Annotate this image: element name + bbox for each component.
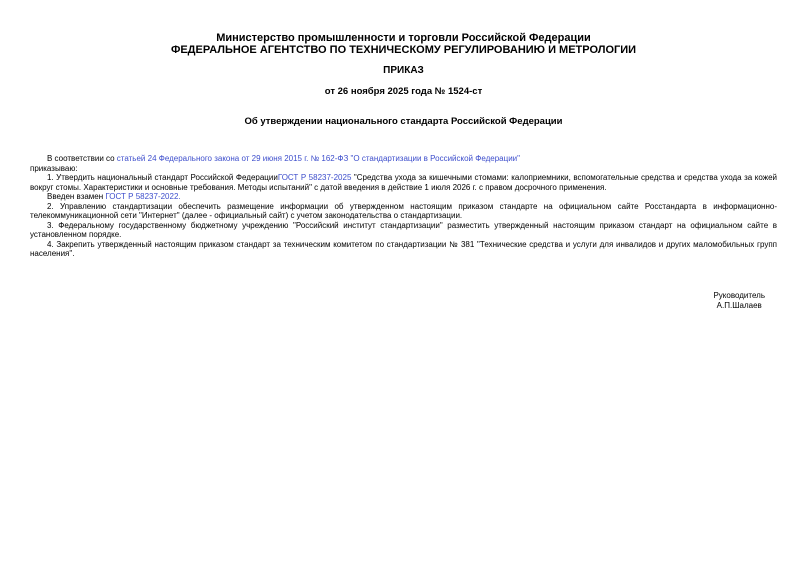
signer-role: Руководитель	[713, 290, 765, 300]
document-body	[30, 154, 777, 259]
item1-text: 1. Утвердить национальный стандарт Российской Федерации	[47, 173, 278, 182]
replaced-standard-paragraph	[30, 192, 777, 202]
order-item-2: 2. Управлению стандартизации обеспечить размещение информации об утвержденном настоящим приказом стандарте на официальном сайте Росстандарта в информационно-телекоммуникационной сети "Интернет" (далее - официальный сайт) с учетом законодательства о стандартизации.	[30, 201, 777, 220]
order-item-1	[30, 173, 777, 192]
document-header	[30, 0, 777, 127]
gost-58237-2022-link[interactable]: ГОСТ Р 58237-2022.	[105, 192, 181, 201]
signer-name: А.П.Шалаев	[716, 300, 762, 310]
agency-name: ФЕДЕРАЛЬНОЕ АГЕНТСТВО ПО ТЕХНИЧЕСКОМУ РЕГУЛИРОВАНИЮ И МЕТРОЛОГИИ	[170, 44, 637, 56]
replaced-text: Введен взамен	[47, 192, 106, 201]
signature-inner	[713, 291, 765, 311]
document-subject-title: Об утверждении национального стандарта Российской Федерации	[244, 116, 563, 127]
item1-rest: "Средства ухода за кишечными стомами: калоприемники, вспомогательные средства и средства ухода за кожей вокруг стомы. Характеристики и основные требования. Методы испытаний" с датой введения в действие 1 июля 2026 г. с правом досрочного применения.	[30, 173, 777, 192]
order-item-3: 3. Федеральному государственному бюджетному учреждению "Российский институт стандартизации" разместить утвержденный настоящим приказом стандарт на официальном сайте в установленном порядке.	[30, 220, 777, 239]
ministry-name: Министерство промышленности и торговли Российской Федерации	[216, 32, 591, 44]
intro-paragraph	[30, 154, 777, 164]
document-type-label: ПРИКАЗ	[383, 65, 424, 76]
signature-block	[30, 291, 777, 311]
order-word: приказываю:	[30, 163, 78, 173]
federal-law-link[interactable]: статьей 24 Федерального закона от 29 июня 2015 г. № 162-ФЗ "О стандартизации в Российской Федерации"	[116, 154, 520, 163]
gost-58237-2025-link[interactable]: ГОСТ Р 58237-2025	[277, 173, 352, 182]
intro-text: В соответствии со	[47, 154, 117, 163]
order-item-4: 4. Закрепить утвержденный настоящим приказом стандарт за техническим комитетом по стандартизации № 381 "Технические средства и услуги для инвалидов и других маломобильных групп населения".	[30, 239, 777, 258]
document-date-number: от 26 ноября 2025 года № 1524-ст	[324, 86, 483, 97]
